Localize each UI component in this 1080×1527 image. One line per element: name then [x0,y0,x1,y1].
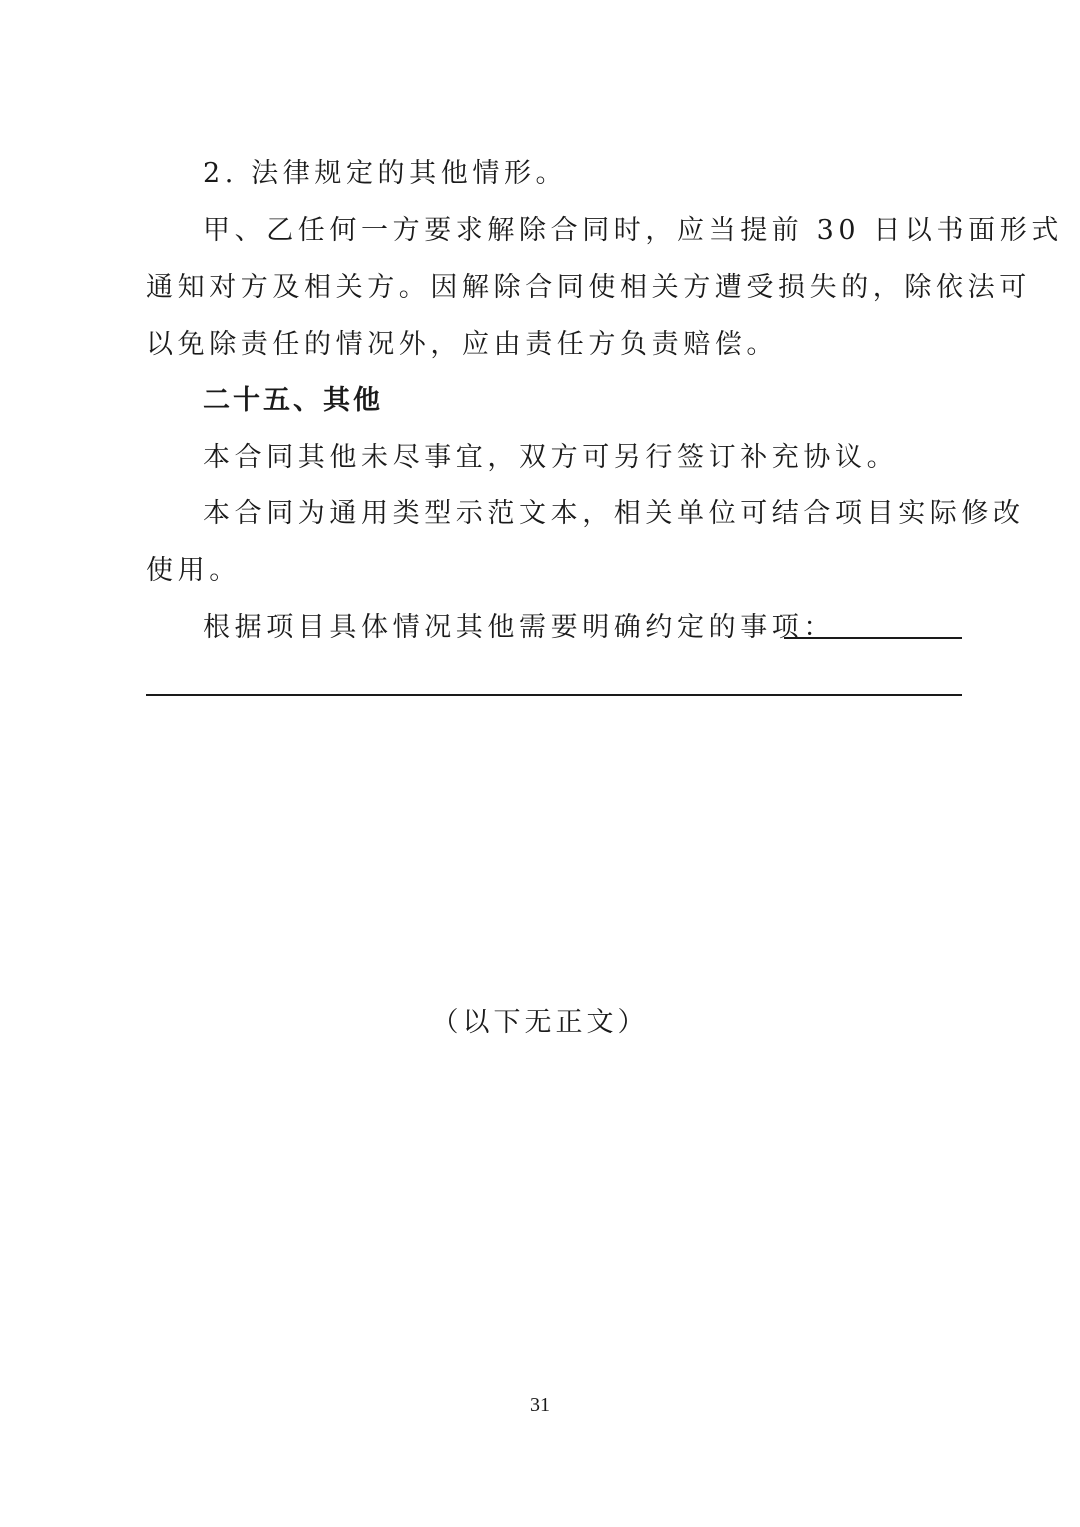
clause-item-2: 2. 法律规定的其他情形。 [203,158,568,189]
page-number: 31 [530,1394,550,1416]
paragraph-line: 本合同其他未尽事宜，双方可另行签订补充协议。 [203,442,899,473]
end-of-text-note: （以下无正文） [431,1007,649,1038]
fill-in-blank-line[interactable] [784,637,962,639]
paragraph-line: 本合同为通用类型示范文本，相关单位可结合项目实际修改 [203,498,1025,529]
paragraph-line: 使用。 [146,555,241,586]
paragraph-line: 以免除责任的情况外，应由责任方负责赔偿。 [146,329,778,360]
fill-in-blank-line[interactable] [146,694,962,696]
paragraph-line: 通知对方及相关方。因解除合同使相关方遭受损失的，除依法可 [146,272,1031,303]
section-heading: 二十五、其他 [203,385,383,416]
paragraph-line: 根据项目具体情况其他需要明确约定的事项： [203,612,835,643]
paragraph-line: 甲、乙任何一方要求解除合同时，应当提前 30 日以书面形式 [203,215,1063,246]
